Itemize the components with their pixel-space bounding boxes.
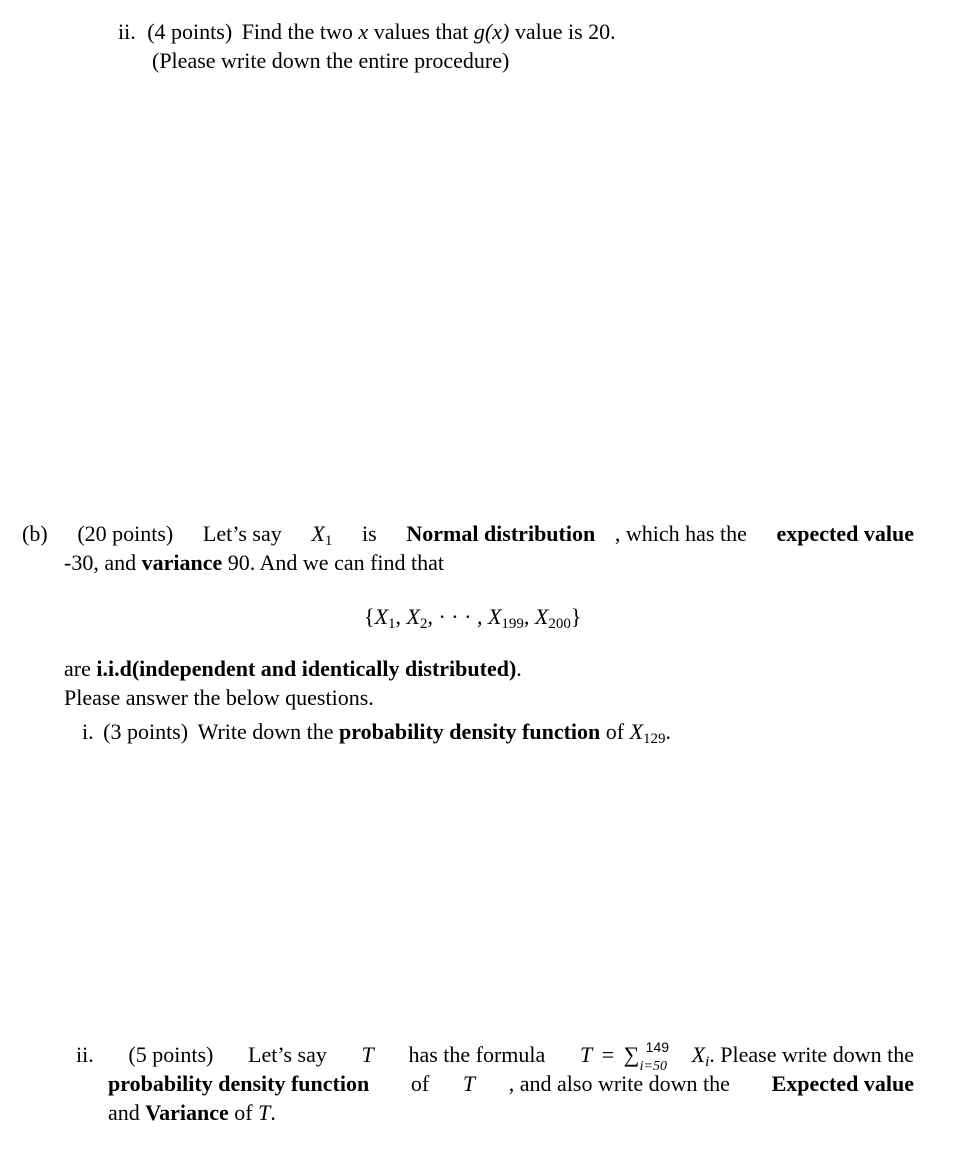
text: and	[108, 1100, 140, 1125]
text: are	[64, 656, 91, 681]
bold-variance: Variance	[145, 1100, 229, 1125]
set-x199: $X_{199}$	[487, 604, 524, 632]
text: of	[234, 1100, 253, 1125]
bold-pdf: probability density function	[339, 719, 601, 744]
text: Let’s say	[202, 521, 282, 546]
text: , and also write down the	[508, 1071, 730, 1096]
text: of	[605, 719, 625, 744]
bold-iid: i.i.d(independent and identically distributed)	[96, 656, 517, 681]
points: (3 points)	[103, 719, 189, 744]
math-xi: $X_i$	[691, 1042, 710, 1070]
question-b-line4	[64, 684, 374, 712]
points: (5 points)	[128, 1042, 214, 1067]
math-x1: $X_1$	[311, 521, 333, 549]
text: is	[362, 521, 377, 546]
text: , which has the	[614, 521, 747, 546]
set-x2: $X_2$	[406, 604, 428, 632]
item-label: ii.	[118, 19, 136, 44]
text: Let’s say	[248, 1042, 327, 1067]
math-t: T	[462, 1071, 476, 1096]
question-b-line2	[64, 549, 444, 577]
text: has the formula	[408, 1042, 546, 1067]
text: Write down the	[197, 719, 334, 744]
text: (Please write down the entire procedure)	[152, 48, 510, 73]
math-t: T	[258, 1100, 271, 1125]
bold-pdf: probability density function	[108, 1071, 370, 1096]
bold-expected-value: Expected value	[771, 1071, 914, 1096]
points: (4 points)	[147, 19, 233, 44]
set-x200: $X_{200}$	[534, 604, 571, 632]
brace-close: }	[570, 604, 582, 629]
points: (20 points)	[77, 521, 174, 546]
math-var-x: x	[358, 19, 369, 44]
item-label: i.	[82, 719, 94, 744]
item-label: ii.	[76, 1042, 94, 1067]
question-b-ii-line3: and Variance of T.	[108, 1100, 276, 1125]
bold-expected-value: expected value	[776, 521, 914, 546]
text: Find the two	[241, 19, 353, 44]
sum-symbol: ∑ 149 i=50	[623, 1039, 670, 1074]
text: of	[410, 1071, 430, 1096]
math-t: T	[361, 1042, 374, 1067]
set-x1: $X_1$	[374, 604, 396, 632]
math-x129: $X_{129}$	[629, 719, 666, 747]
text: value is 20.	[514, 19, 616, 44]
question-a-ii-line2	[152, 47, 509, 75]
question-b-ii-line2	[108, 1070, 914, 1098]
bold-variance: variance	[141, 550, 223, 575]
question-b-i: i. (3 points) Write down the probability density function of $X_{129}$.	[82, 719, 672, 747]
question-b-line1	[22, 520, 914, 548]
text: values that	[373, 19, 469, 44]
bold-normal-distribution: Normal distribution	[406, 521, 596, 546]
formula: T = ∑ 149 i=50 $X_i$. Please write down the	[579, 1039, 914, 1074]
math-func-g: g(x)	[473, 19, 510, 44]
set-equation: {$X_1$, $X_2$, · · · , $X_{199}$, $X_{200}$}	[364, 604, 582, 632]
text: 90. And we can find that	[227, 550, 445, 575]
question-b-ii-line1	[76, 1039, 914, 1074]
dots: , · · · ,	[427, 604, 483, 629]
brace-open: {	[364, 604, 375, 629]
text: Please answer the below questions.	[64, 685, 374, 710]
question-b-line3: are i.i.d(independent and identically distributed).	[64, 656, 522, 681]
item-label: (b)	[22, 521, 48, 546]
question-a-ii-line1	[118, 18, 616, 46]
text: -30, and	[64, 550, 137, 575]
